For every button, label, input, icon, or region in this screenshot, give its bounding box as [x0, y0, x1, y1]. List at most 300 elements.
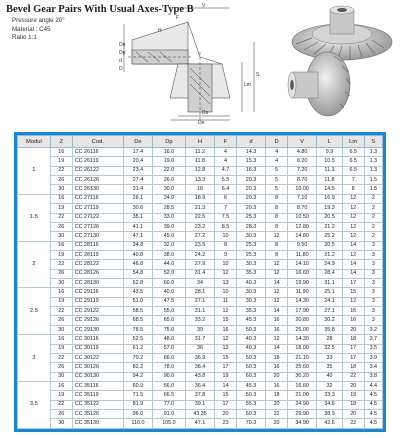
table-cell: 30.3 — [236, 260, 265, 269]
table-cell: 8 — [266, 194, 288, 203]
table-row — [18, 372, 383, 381]
table-cell: 28.5 — [153, 204, 186, 213]
label-s: S — [256, 72, 260, 78]
table-cell: 27.1 — [317, 307, 343, 316]
table-cell: 70.3 — [236, 419, 265, 429]
table-cell: 20 — [266, 400, 288, 409]
table-row — [18, 250, 383, 259]
table-cell: 32.0 — [153, 241, 186, 250]
table-row — [18, 288, 383, 297]
table-cell: 17 — [342, 344, 364, 353]
table-cell: 18.00 — [288, 344, 317, 353]
table-cell: 25.3 — [236, 213, 265, 222]
table-cell: 16 — [50, 194, 72, 203]
table-cell: 24.90 — [288, 400, 317, 409]
table-cell: 20 — [342, 410, 364, 419]
table-cell: 77.0 — [153, 400, 186, 409]
table-cell: 40.3 — [236, 279, 265, 288]
table-cell: 23.2 — [185, 222, 214, 231]
table-cell: 7 — [342, 176, 364, 185]
gear-table-frame — [14, 132, 386, 432]
table-cell: 3 — [364, 250, 382, 259]
table-cell: 15 — [342, 288, 364, 297]
table-row — [18, 185, 383, 194]
table-cell: 50.3 — [236, 325, 265, 334]
table-cell: 35.1 — [123, 213, 152, 222]
table-cell: 19 — [50, 344, 72, 353]
table-cell: 9.9 — [317, 148, 343, 157]
table-cell: 8 — [266, 250, 288, 259]
table-row — [18, 232, 383, 241]
table-cell: 5 — [266, 166, 288, 175]
table-cell: 90.0 — [153, 372, 186, 381]
table-cell: 45.3 — [236, 316, 265, 325]
table-cell: 3 — [364, 279, 382, 288]
table-cell: 30 — [50, 419, 72, 429]
table-cell: 14 — [266, 279, 288, 288]
table-row — [18, 419, 383, 429]
table-cell: 29.90 — [288, 410, 317, 419]
table-cell: 14 — [266, 307, 288, 316]
table-cell: 27.4 — [123, 176, 152, 185]
table-cell: 4.80 — [288, 148, 317, 157]
table-cell: 43.5 — [123, 288, 152, 297]
table-cell: 28.3 — [236, 222, 265, 231]
table-cell: 4 — [215, 157, 237, 166]
table-cell: 50.3 — [236, 353, 265, 362]
table-cell: CC 29116 — [72, 288, 123, 297]
table-cell: 26 — [50, 176, 72, 185]
table-cell: 24.9 — [317, 260, 343, 269]
modul-cell: 2.5 — [18, 288, 51, 335]
table-cell: 3 — [364, 288, 382, 297]
table-cell: 12 — [266, 335, 288, 344]
table-cell: 23.4 — [123, 166, 152, 175]
modul-cell: 3.5 — [18, 381, 51, 428]
table-cell: 16 — [266, 325, 288, 334]
table-cell: 33.3 — [317, 391, 343, 400]
table-cell: 4.5 — [364, 419, 382, 429]
table-cell: 96.0 — [123, 410, 152, 419]
table-cell: 30 — [50, 232, 72, 241]
table-cell: 19 — [50, 391, 72, 400]
table-cell: 32 — [317, 381, 343, 390]
table-cell: 22 — [50, 353, 72, 362]
table-cell: 25.2 — [317, 232, 343, 241]
bevel-gear-pair-image — [282, 4, 398, 120]
table-cell: 22 — [342, 372, 364, 381]
table-cell: 47.1 — [185, 419, 214, 429]
table-cell: 19 — [50, 204, 72, 213]
label-dn: Dn — [119, 42, 126, 48]
table-cell: 10.50 — [288, 213, 317, 222]
table-cell: 35.3 — [236, 269, 265, 278]
table-cell: 20 — [215, 410, 237, 419]
table-cell: 22 — [50, 213, 72, 222]
table-cell: CC 29126 — [72, 316, 123, 325]
table-cell: CC 27122 — [72, 213, 123, 222]
table-cell: 34.90 — [288, 419, 317, 429]
table-cell: 33 — [317, 353, 343, 362]
table-cell: 11.80 — [288, 250, 317, 259]
table-cell: 20.3 — [236, 176, 265, 185]
table-cell: 6.5 — [342, 148, 364, 157]
table-cell: 24.1 — [317, 297, 343, 306]
table-cell: CC 28126 — [72, 269, 123, 278]
table-cell: 8 — [342, 185, 364, 194]
table-cell: 11.3 — [317, 166, 343, 175]
col-header-s: S — [364, 136, 382, 148]
table-cell: CC 35130 — [72, 419, 123, 429]
table-cell: 4.5 — [364, 400, 382, 409]
table-row — [18, 148, 383, 157]
table-row — [18, 353, 383, 362]
table-cell: 12 — [266, 269, 288, 278]
table-cell: CC 28130 — [72, 279, 123, 288]
table-cell: 28.4 — [317, 269, 343, 278]
table-cell: 30.2 — [317, 316, 343, 325]
table-cell: 27.1 — [185, 297, 214, 306]
table-cell: 44.0 — [153, 260, 186, 269]
table-cell: 17 — [342, 279, 364, 288]
table-cell: 18 — [342, 335, 364, 344]
table-cell: CC 27130 — [72, 232, 123, 241]
table-cell: 60.3 — [236, 372, 265, 381]
table-cell: 3 — [364, 260, 382, 269]
table-cell: 82.2 — [123, 363, 152, 372]
table-cell: CC 30130 — [72, 372, 123, 381]
table-cell: 20.4 — [123, 157, 152, 166]
table-cell: 22 — [50, 307, 72, 316]
table-cell: 25.60 — [288, 363, 317, 372]
table-cell: 16 — [215, 325, 237, 334]
table-cell: 10.00 — [288, 185, 317, 194]
table-cell: 8 — [266, 204, 288, 213]
table-row — [18, 410, 383, 419]
table-cell: 105.0 — [153, 419, 186, 429]
table-cell: 21.10 — [288, 353, 317, 362]
table-cell: 26 — [50, 222, 72, 231]
table-cell: 42.6 — [317, 419, 343, 429]
table-cell: 14.3 — [236, 148, 265, 157]
spec-ratio: Ratio 1:1 — [12, 34, 37, 42]
table-cell: 2 — [364, 204, 382, 213]
specifications — [12, 17, 65, 43]
table-cell: 22 — [50, 166, 72, 175]
table-cell: 40 — [317, 372, 343, 381]
table-cell: 16 — [50, 241, 72, 250]
table-cell: 16 — [342, 316, 364, 325]
table-cell: 61.2 — [123, 344, 152, 353]
table-cell: 18 — [342, 363, 364, 372]
table-row — [18, 222, 383, 231]
table-cell: 12 — [342, 194, 364, 203]
table-cell: 17.4 — [123, 148, 152, 157]
table-cell: 18 — [266, 353, 288, 362]
table-cell: 110.0 — [123, 419, 152, 429]
table-row — [18, 316, 383, 325]
table-cell: 12 — [215, 269, 237, 278]
table-cell: 19 — [342, 391, 364, 400]
table-row — [18, 381, 383, 390]
table-row — [18, 279, 383, 288]
table-cell: 14 — [215, 381, 237, 390]
table-cell: 10 — [215, 232, 237, 241]
table-cell: 57.0 — [153, 344, 186, 353]
table-cell: 14.10 — [288, 260, 317, 269]
table-cell: 14.30 — [288, 335, 317, 344]
table-cell: 26 — [50, 316, 72, 325]
table-row — [18, 344, 383, 353]
table-cell: 39.1 — [185, 400, 214, 409]
table-cell: 20 — [342, 381, 364, 390]
col-header-code: Cod. — [72, 136, 123, 148]
table-cell: 30 — [50, 185, 72, 194]
table-cell: 33.0 — [153, 213, 186, 222]
label-d-small: d — [119, 58, 122, 64]
table-cell: 26.1 — [123, 194, 152, 203]
table-cell: 52.0 — [153, 269, 186, 278]
table-cell: 18 — [266, 391, 288, 400]
table-cell: 41.1 — [123, 222, 152, 231]
table-cell: 43.8 — [185, 372, 214, 381]
col-header-modul: Modul — [18, 136, 51, 148]
table-cell: 2 — [364, 213, 382, 222]
table-cell: 40.8 — [123, 250, 152, 259]
table-cell: 16 — [266, 363, 288, 372]
label-h: H — [158, 28, 162, 34]
col-header-z: Z — [50, 136, 72, 148]
table-row — [18, 400, 383, 409]
table-cell: 14.30 — [288, 297, 317, 306]
table-cell: 40.0 — [153, 288, 186, 297]
table-cell: 9.50 — [288, 241, 317, 250]
table-cell: 14 — [342, 260, 364, 269]
table-cell: 16 — [266, 316, 288, 325]
table-cell: 17 — [215, 363, 237, 372]
table-cell: 4 — [215, 148, 237, 157]
table-cell: 26 — [50, 363, 72, 372]
table-cell: 27.9 — [185, 260, 214, 269]
label-lm: Lm — [244, 82, 251, 88]
table-row — [18, 297, 383, 306]
col-header-l: L — [317, 136, 343, 148]
table-cell: 18 — [342, 400, 364, 409]
table-cell: 3.4 — [364, 363, 382, 372]
table-cell: 47.5 — [153, 297, 186, 306]
table-cell: 3.2 — [364, 325, 382, 334]
table-cell: 9 — [215, 250, 237, 259]
table-cell: 12 — [266, 232, 288, 241]
table-cell: 2 — [364, 232, 382, 241]
table-cell: 6.5 — [342, 157, 364, 166]
table-cell: 4 — [266, 148, 288, 157]
table-cell: 8.70 — [288, 204, 317, 213]
table-cell: 19.0 — [153, 157, 186, 166]
table-cell: 4 — [266, 157, 288, 166]
table-cell: CC 28122 — [72, 260, 123, 269]
table-row — [18, 335, 383, 344]
table-cell: 60.3 — [236, 410, 265, 419]
table-cell: 78.5 — [123, 325, 152, 334]
table-cell: 12 — [342, 204, 364, 213]
label-v: V — [202, 3, 206, 9]
table-cell: 5 — [266, 176, 288, 185]
table-cell: 30.6 — [123, 204, 152, 213]
table-cell: 43.35 — [185, 410, 214, 419]
table-cell: 25.3 — [236, 241, 265, 250]
table-cell: 48.0 — [153, 335, 186, 344]
table-cell: 13 — [215, 279, 237, 288]
table-cell: 16 — [50, 288, 72, 297]
table-cell: 12 — [215, 307, 237, 316]
table-cell: 11.8 — [185, 157, 214, 166]
table-row — [18, 260, 383, 269]
col-header-dp: Dp — [153, 136, 186, 148]
spec-pressure-angle: Pressure angle 20° — [12, 17, 65, 24]
table-cell: 24.0 — [153, 194, 186, 203]
table-cell: 6.4 — [215, 185, 237, 194]
table-cell: 40.3 — [236, 335, 265, 344]
table-cell: 4.5 — [364, 391, 382, 400]
table-cell: 31.4 — [185, 269, 214, 278]
table-cell: 33.2 — [185, 316, 214, 325]
table-cell: 23 — [215, 419, 237, 429]
table-cell: 30 — [50, 325, 72, 334]
table-cell: 26 — [50, 269, 72, 278]
table-cell: CC 27126 — [72, 222, 123, 231]
table-cell: 36.9 — [185, 353, 214, 362]
table-cell: 20.5 — [317, 241, 343, 250]
table-cell: 51.0 — [123, 297, 152, 306]
table-cell: 30.20 — [288, 372, 317, 381]
table-cell: 8 — [266, 241, 288, 250]
table-cell: 16.60 — [288, 269, 317, 278]
table-cell: 21.3 — [185, 204, 214, 213]
table-cell: 19 — [50, 157, 72, 166]
table-cell: 1.5 — [364, 176, 382, 185]
table-cell: 12 — [342, 250, 364, 259]
table-cell: 47.1 — [123, 232, 152, 241]
table-row — [18, 204, 383, 213]
table-cell: 16.60 — [288, 381, 317, 390]
table-cell: 39.0 — [153, 222, 186, 231]
table-cell: 4.7 — [215, 166, 237, 175]
table-cell: 56.0 — [153, 381, 186, 390]
table-cell: 30.0 — [153, 185, 186, 194]
table-cell: CC 30119 — [72, 344, 123, 353]
table-cell: 15 — [215, 316, 237, 325]
table-cell: CC 26122 — [72, 166, 123, 175]
table-cell: CC 27116 — [72, 194, 123, 203]
table-cell: 2 — [364, 194, 382, 203]
col-header-f: F — [215, 136, 237, 148]
table-cell: 15 — [215, 391, 237, 400]
table-cell: CC 35116 — [72, 381, 123, 390]
table-cell: CC 26126 — [72, 176, 123, 185]
table-cell: 30 — [50, 279, 72, 288]
table-cell: 35.3 — [236, 307, 265, 316]
table-cell: 15.3 — [236, 157, 265, 166]
table-cell: 38.9 — [317, 410, 343, 419]
table-cell: 20 — [266, 372, 288, 381]
table-cell: 8 — [215, 241, 237, 250]
table-cell: CC 28119 — [72, 250, 123, 259]
table-cell: 60.9 — [123, 381, 152, 390]
table-cell: 7.5 — [215, 213, 237, 222]
table-cell: 12 — [266, 297, 288, 306]
col-header-h: H — [185, 136, 214, 148]
table-cell: CC 26116 — [72, 148, 123, 157]
table-cell: 7 — [215, 204, 237, 213]
table-cell: 3 — [364, 241, 382, 250]
table-row — [18, 194, 383, 203]
table-cell: 19 — [50, 297, 72, 306]
table-cell: 26.0 — [153, 176, 186, 185]
table-cell: 6.20 — [288, 157, 317, 166]
table-cell: 20.80 — [288, 316, 317, 325]
table-cell: 70.2 — [123, 353, 152, 362]
table-cell: 8 — [266, 213, 288, 222]
table-cell: 19 — [215, 372, 237, 381]
table-cell: 35 — [317, 363, 343, 372]
table-cell: 55.0 — [153, 307, 186, 316]
table-cell: 19.90 — [288, 279, 317, 288]
table-cell: 12 — [342, 213, 364, 222]
table-row — [18, 213, 383, 222]
table-cell: 3.8 — [364, 372, 382, 381]
table-cell: 1.3 — [364, 148, 382, 157]
label-f: F — [176, 15, 180, 21]
table-cell: CC 28116 — [72, 241, 123, 250]
table-cell: 30.3 — [236, 232, 265, 241]
table-cell: 38.4 — [185, 363, 214, 372]
table-cell: CC 30116 — [72, 335, 123, 344]
col-header-d-small: d — [236, 136, 265, 148]
table-cell: 12.8 — [185, 166, 214, 175]
table-cell: 5 — [266, 185, 288, 194]
table-cell: 54.8 — [123, 269, 152, 278]
table-cell: 16 — [50, 381, 72, 390]
table-cell: 12.80 — [288, 222, 317, 231]
table-cell: 23.5 — [185, 241, 214, 250]
table-cell: 20 — [266, 419, 288, 429]
table-cell: 8.5 — [215, 222, 237, 231]
label-d: D — [119, 66, 123, 72]
table-cell: 12 — [342, 297, 364, 306]
table-cell: 12 — [342, 232, 364, 241]
table-cell: 3.5 — [364, 344, 382, 353]
table-cell: 1.3 — [364, 166, 382, 175]
table-cell: 20.3 — [236, 204, 265, 213]
table-cell: 50.3 — [236, 363, 265, 372]
table-cell: 1.3 — [364, 157, 382, 166]
table-cell: 22 — [50, 260, 72, 269]
table-cell: 14.80 — [288, 232, 317, 241]
table-cell: 22 — [50, 400, 72, 409]
table-cell: 81.9 — [123, 400, 152, 409]
table-cell: 75.0 — [153, 325, 186, 334]
table-cell: 31.4 — [123, 185, 152, 194]
col-header-d: D — [266, 136, 288, 148]
table-cell: 14 — [342, 241, 364, 250]
table-cell: 25.00 — [288, 325, 317, 334]
table-cell: 11 — [215, 297, 237, 306]
table-cell: 6.5 — [342, 166, 364, 175]
table-cell: 16 — [50, 335, 72, 344]
table-cell: CC 29130 — [72, 325, 123, 334]
table-cell: 8.70 — [288, 176, 317, 185]
